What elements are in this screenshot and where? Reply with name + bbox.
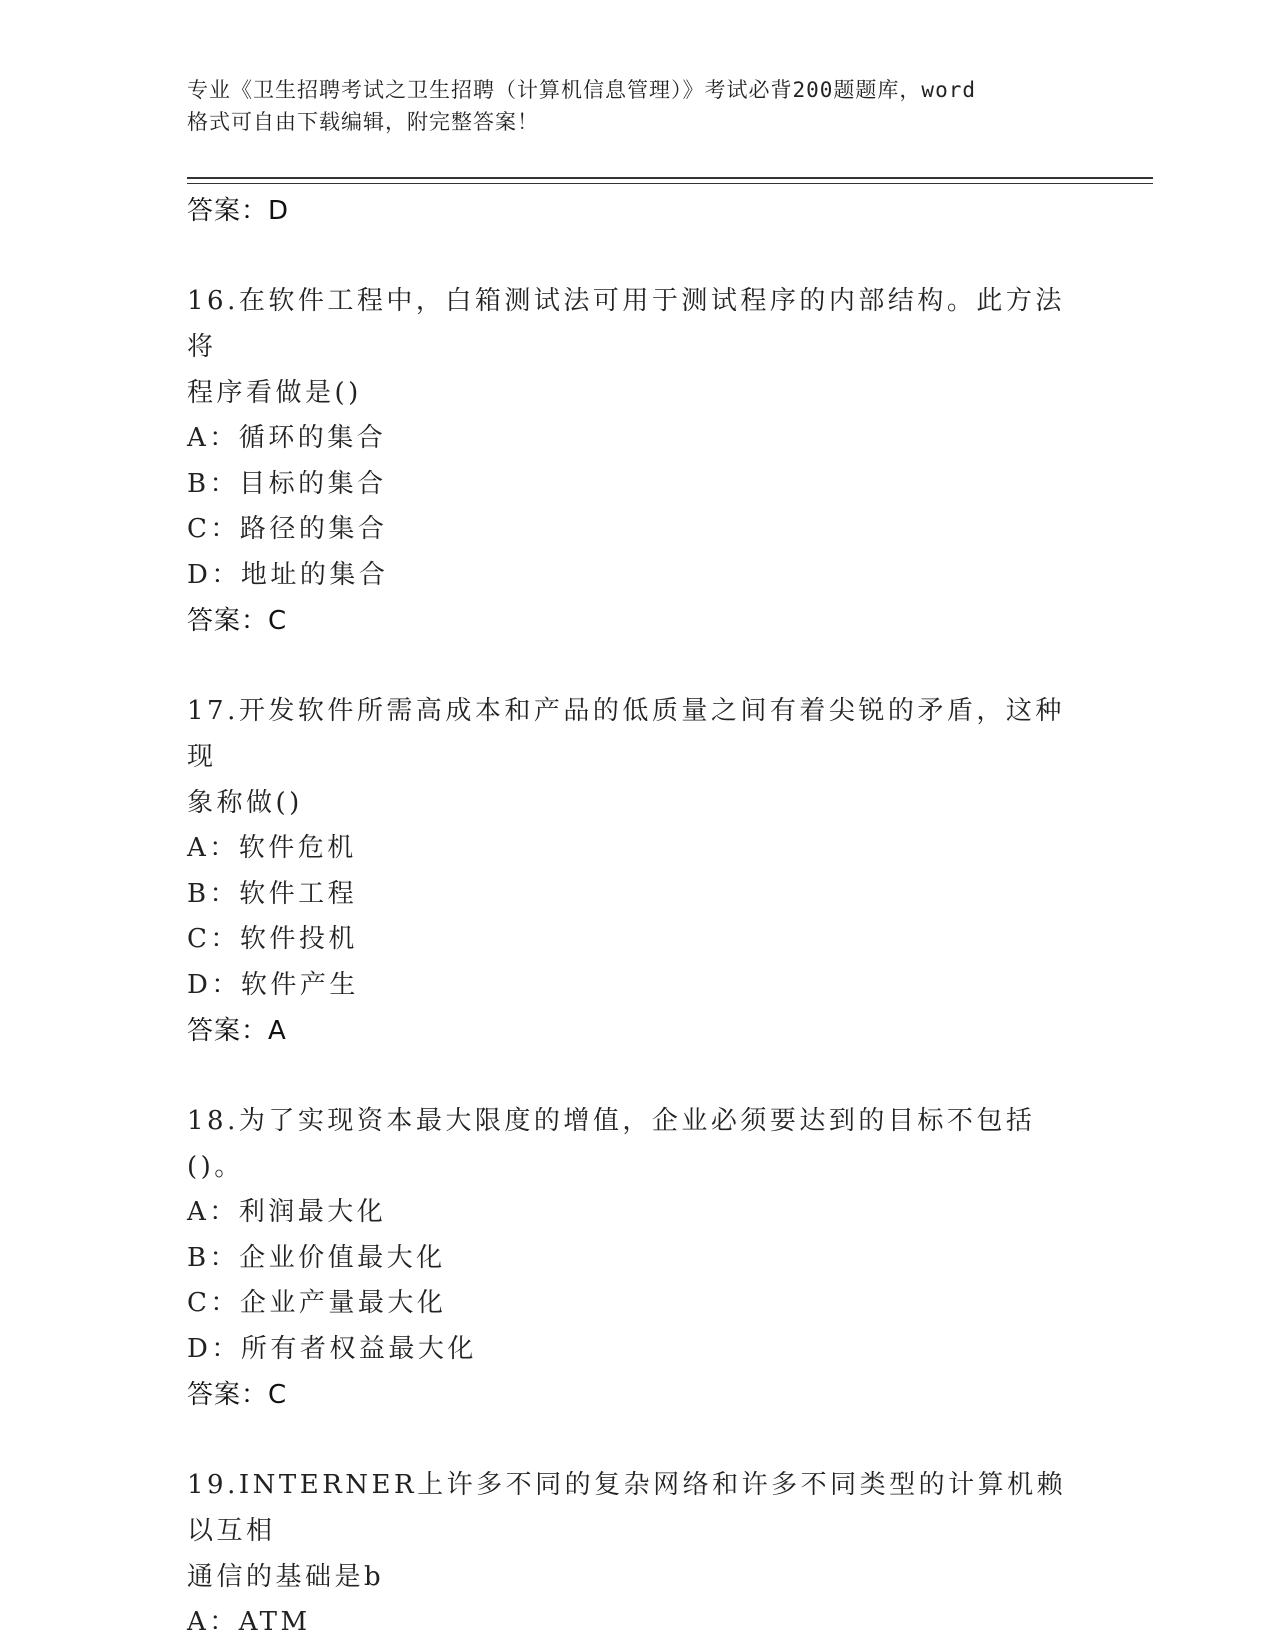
option-c: C：软件投机	[187, 924, 358, 954]
option-a: A：ATM	[187, 1607, 311, 1637]
option-d: D：所有者权益最大化	[187, 1333, 477, 1364]
question-text-line: 通信的基础是b	[187, 1562, 385, 1592]
option-c: C：企业产量最大化	[187, 1288, 447, 1318]
header-line-2: 格式可自由下载编辑，附完整答案！	[187, 110, 539, 134]
question-17	[187, 688, 1087, 1054]
question-list	[187, 188, 1087, 1646]
question-text-line: 19.INTERNER上许多不同的复杂网络和许多不同类型的计算机赖以互相	[187, 1470, 1067, 1546]
answer-line-previous: 答案：D	[187, 196, 290, 226]
option-d: D：地址的集合	[187, 559, 389, 590]
question-text-line: 17.开发软件所需高成本和产品的低质量之间有着尖锐的矛盾，这种现	[187, 696, 1065, 772]
question-text-line: 程序看做是()	[187, 378, 362, 408]
option-a: A：软件危机	[187, 833, 357, 863]
answer-line: 答案：C	[187, 606, 288, 636]
answer-line: 答案：C	[187, 1380, 288, 1410]
question-16	[187, 278, 1087, 644]
option-d: D：软件产生	[187, 969, 359, 1000]
question-text-line: 18.为了实现资本最大限度的增值，企业必须要达到的目标不包括()。	[187, 1106, 1036, 1182]
answer-line: 答案：A	[187, 1016, 287, 1046]
question-19	[187, 1462, 1087, 1646]
header-divider-thick	[187, 177, 1153, 179]
question-text-line: 象称做()	[187, 788, 303, 818]
option-b: B：企业价值最大化	[187, 1242, 446, 1273]
question-text-line: 16.在软件工程中，白箱测试法可用于测试程序的内部结构。此方法将	[187, 286, 1065, 362]
option-b: B：软件工程	[187, 878, 358, 909]
option-b: B：目标的集合	[187, 468, 387, 499]
option-c: C：路径的集合	[187, 514, 388, 544]
document-header	[187, 74, 1087, 138]
question-18	[187, 1098, 1087, 1418]
option-a: A：利润最大化	[187, 1197, 387, 1227]
header-divider-thin	[187, 183, 1153, 184]
option-a: A：循环的集合	[187, 423, 387, 453]
header-line-1: 专业《卫生招聘考试之卫生招聘（计算机信息管理）》考试必背200题题库，word	[187, 78, 976, 102]
